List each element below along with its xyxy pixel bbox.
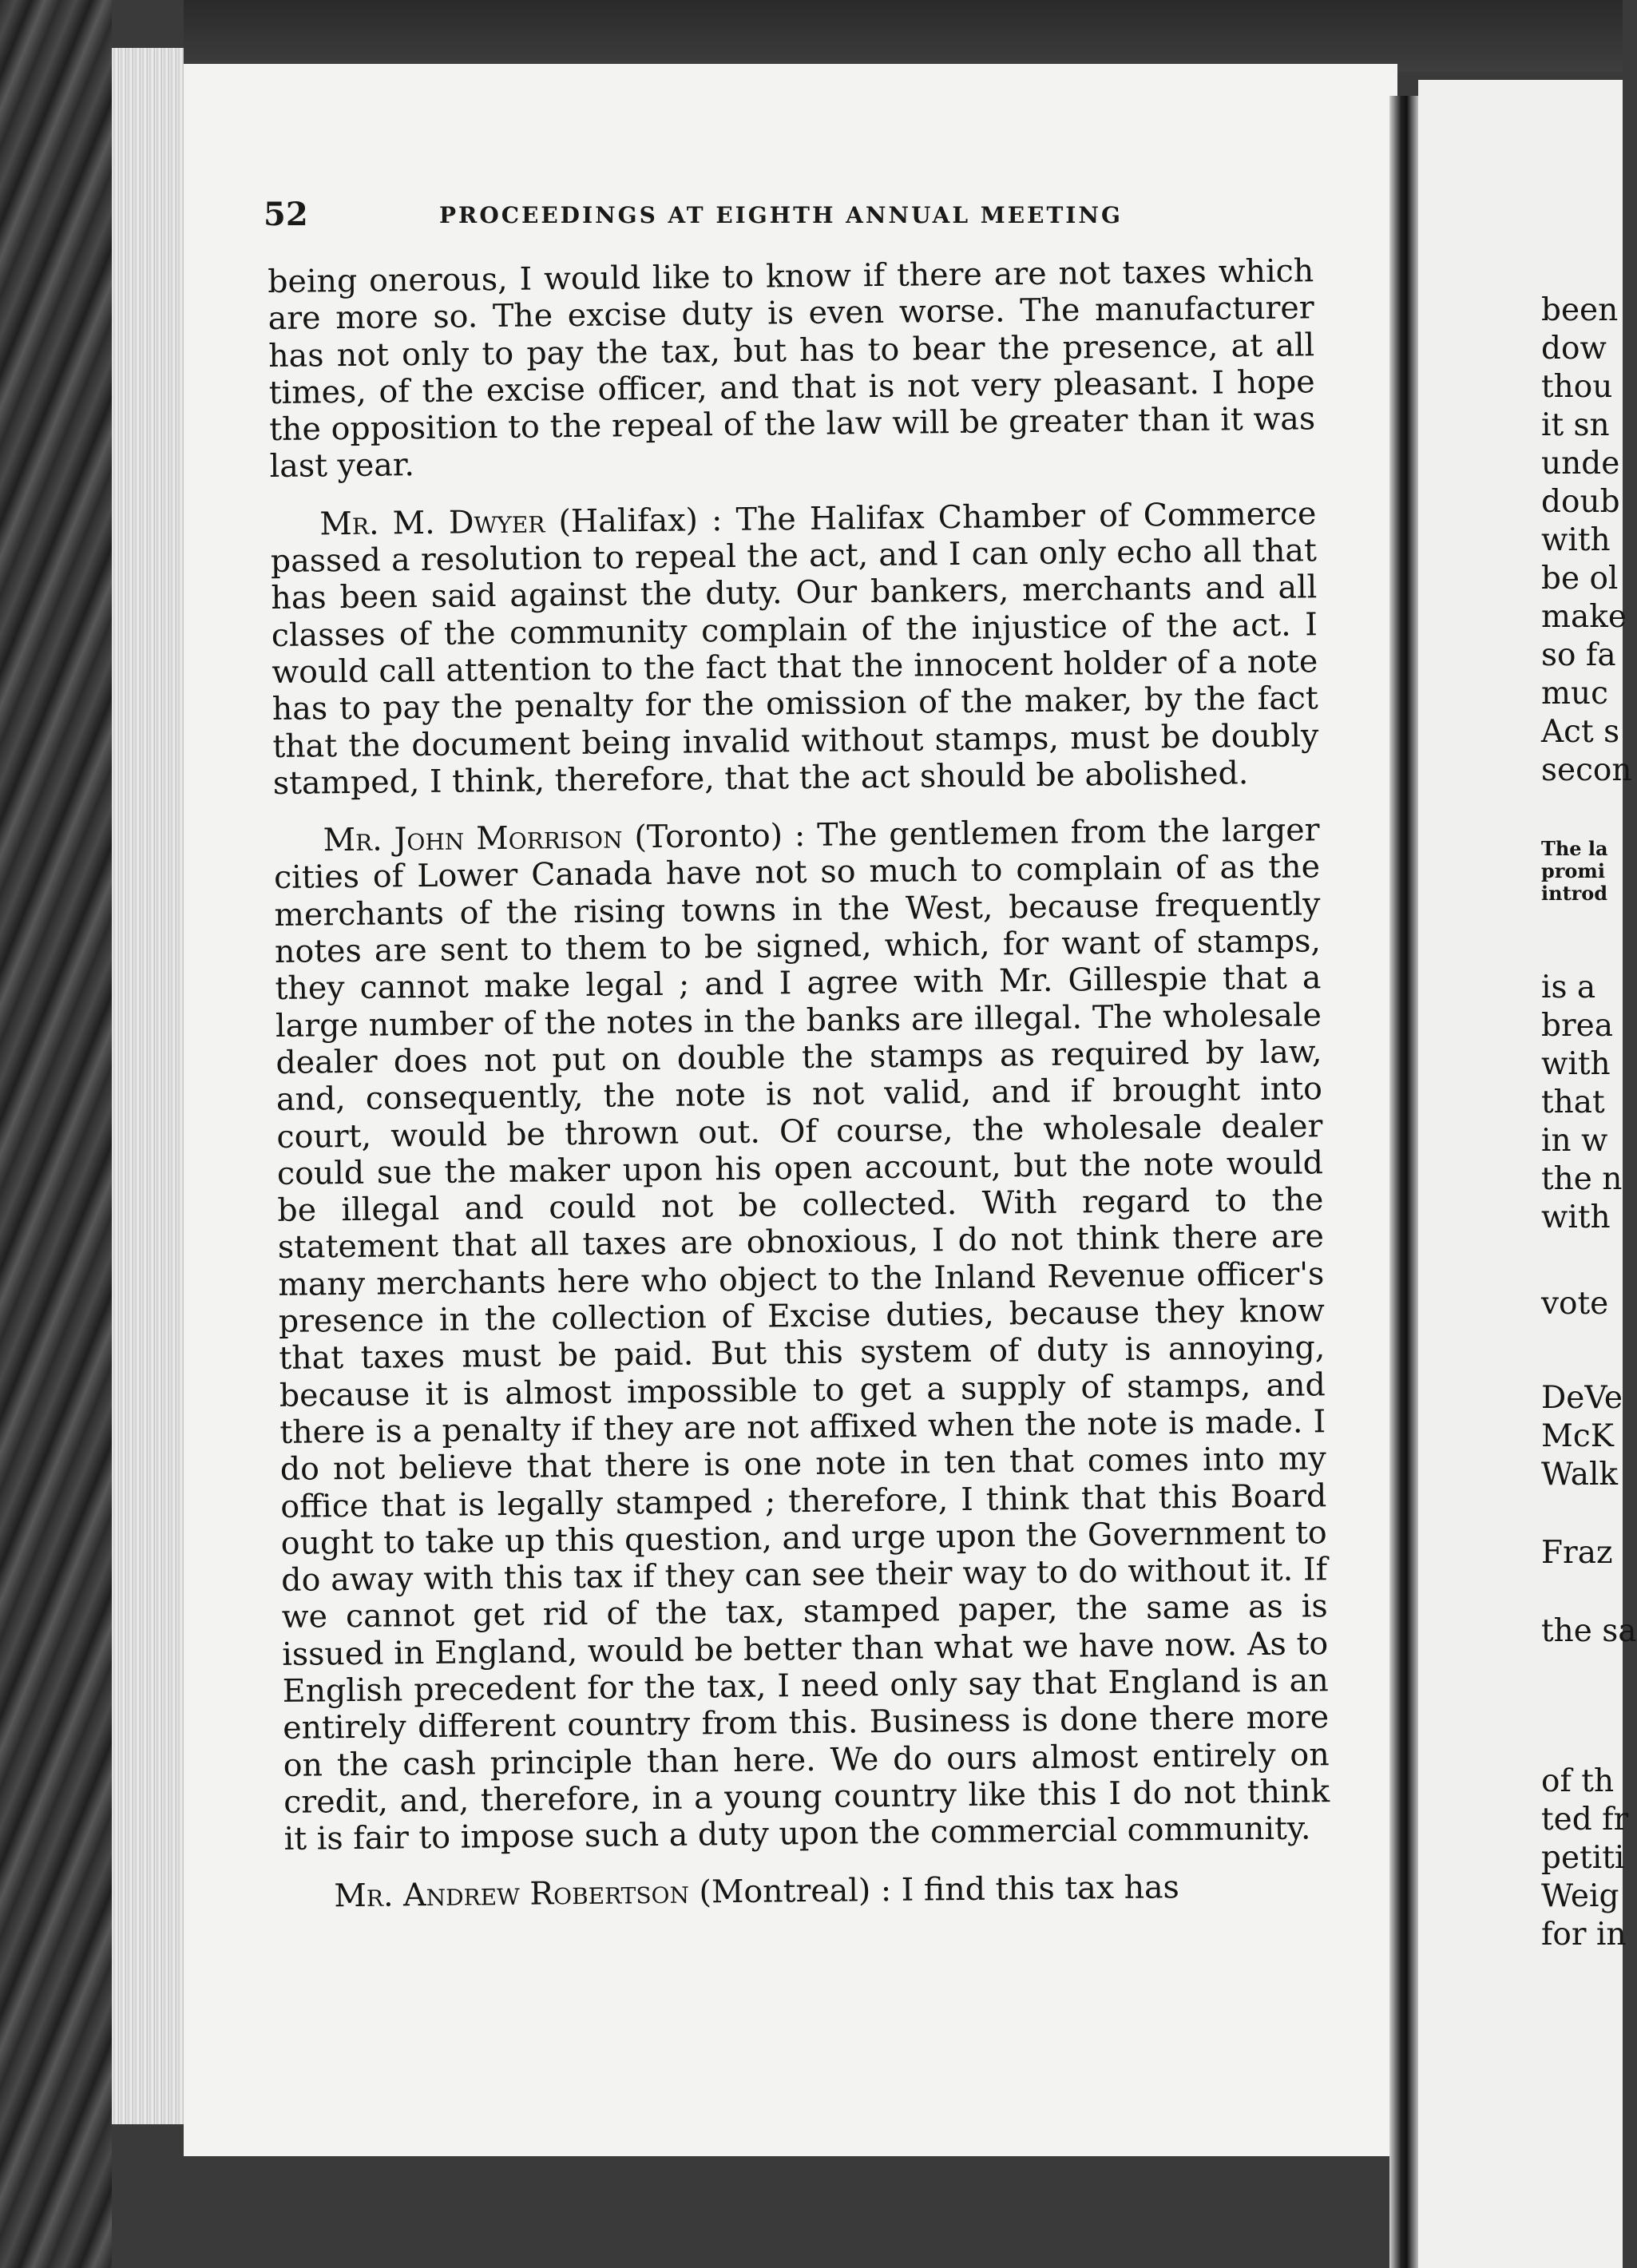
facing-line: make bbox=[1541, 599, 1627, 635]
facing-line: vote bbox=[1541, 1286, 1609, 1322]
running-head: PROCEEDINGS AT EIGHTH ANNUAL MEETING bbox=[439, 202, 1123, 228]
page-header bbox=[264, 196, 1318, 236]
paragraph bbox=[268, 252, 1316, 485]
paragraph-text: I find this tax has bbox=[890, 1869, 1180, 1909]
body-text bbox=[268, 252, 1331, 1936]
facing-line: brea bbox=[1541, 1008, 1613, 1044]
page-number: 52 bbox=[264, 196, 308, 233]
facing-line: doub bbox=[1541, 484, 1620, 520]
facing-line: DeVe bbox=[1541, 1380, 1623, 1416]
speaker-place: (Halifax) : bbox=[558, 501, 723, 540]
facing-line: ted fr bbox=[1541, 1802, 1629, 1838]
facing-line: in w bbox=[1541, 1123, 1608, 1159]
facing-line: muc bbox=[1541, 676, 1608, 712]
facing-line: so fa bbox=[1541, 637, 1616, 673]
facing-page-text bbox=[1541, 291, 1637, 1954]
page-edges bbox=[112, 48, 184, 2124]
facing-line: unde bbox=[1541, 446, 1620, 482]
facing-line: with bbox=[1541, 1046, 1611, 1082]
facing-line: Weig bbox=[1541, 1878, 1619, 1914]
facing-line: Fraz bbox=[1541, 1535, 1613, 1571]
facing-line: is a bbox=[1541, 969, 1596, 1005]
speaker-name: Mr. John Morrison bbox=[323, 819, 623, 859]
paragraph bbox=[273, 811, 1330, 1858]
facing-line: be ol bbox=[1541, 561, 1619, 597]
facing-line: secon bbox=[1541, 752, 1632, 788]
paragraph-text: The gentlemen from the larger cities of Lower Canada have not so much to complain of as the merchants of the rising towns in the West, because frequently notes are sent to them to be signed, which, for want of stamps, they cannot make legal ; and I agree with Mr. Gillespie that a large number of the notes in the banks are illegal. The wholesale dealer does not put on double the stamps as required by law, and, consequently, the note is not valid, and if brought into court, would be thrown out. Of course, the wholesale dealer could sue the maker upon his open account, but the note would be illegal and could not be collected. With regard to the statement that all taxes are obnoxious, I do not think there are many merchants here who object to the Inland Revenue officer's presence in the collection of Excise duties, because they know that taxes must be paid. But this system of duty is annoying, because it is almost impossible to get a supply of stamps, and there is a penalty if they are not affixed when the note is made. I do not believe that there is one note in ten that comes into my office that is legally stamped ; therefore, I think that this Board ought to take up this question, and urge upon the Government to do away with this tax if they can see their way to do without it. If we cannot get rid of the tax, stamped paper, the same as is issued in England, would be better than what we have now. As to English precedent for the tax, I need only say that England is an entirely different country from this. Business is done there more on the cash principle than here. We do ours almost entirely on credit, and, therefore, in a young country like this I do not think it is fair to impose such a duty upon the commercial community. bbox=[273, 811, 1330, 1858]
book-gutter bbox=[1389, 96, 1418, 2268]
paragraph-text: being onerous, I would like to know if there are not taxes which are more so. The excise duty is even worse. The manufacturer has not only to pay the tax, but has to bear the presence, at all times, of the excise officer, and that is not very pleasant. I hope the opposition to the repeal of the law will be greater than it was last year. bbox=[268, 252, 1316, 486]
top-shadow bbox=[184, 0, 1623, 72]
facing-line: petiti bbox=[1541, 1840, 1625, 1876]
facing-line: with bbox=[1541, 522, 1611, 558]
facing-line: Act s bbox=[1541, 714, 1620, 750]
paragraph bbox=[270, 495, 1319, 802]
speaker-name: Mr. Andrew Robertson bbox=[334, 1874, 690, 1915]
facing-line: dow bbox=[1541, 331, 1607, 367]
facing-line: the n bbox=[1541, 1161, 1623, 1197]
facing-line: for in bbox=[1541, 1917, 1627, 1953]
facing-line: with bbox=[1541, 1199, 1611, 1235]
facing-line: the sa bbox=[1541, 1613, 1637, 1649]
facing-note-line: The la bbox=[1541, 837, 1608, 860]
paragraph bbox=[284, 1868, 1330, 1916]
book-cover bbox=[0, 0, 112, 2268]
facing-line: Walk bbox=[1541, 1457, 1619, 1493]
speaker-place: (Montreal) : bbox=[699, 1872, 892, 1911]
facing-line: of th bbox=[1541, 1763, 1615, 1799]
facing-line: been bbox=[1541, 292, 1619, 328]
speaker-place: (Toronto) : bbox=[634, 817, 806, 856]
facing-line: thou bbox=[1541, 369, 1613, 405]
paragraph-text: The Halifax Chamber of Commerce passed a resolution to repeal the act, and I can only echo all that has been said against the duty. Our bankers, merchants and all classes of the community complain of the injustice of the act. I would call attention to the fact that the innocent holder of a note has to pay the penalty for the omission of the maker, by the fact that the document being invalid without stamps, must be doubly stamped, I think, therefore, that the act should be abolished. bbox=[270, 495, 1319, 802]
facing-line: McK bbox=[1541, 1418, 1614, 1454]
facing-line: it sn bbox=[1541, 407, 1610, 443]
facing-note-line: introd bbox=[1541, 882, 1608, 905]
speaker-name: Mr. M. Dwyer bbox=[319, 503, 545, 543]
facing-line: that bbox=[1541, 1084, 1605, 1120]
facing-note-line: promi bbox=[1541, 859, 1605, 882]
